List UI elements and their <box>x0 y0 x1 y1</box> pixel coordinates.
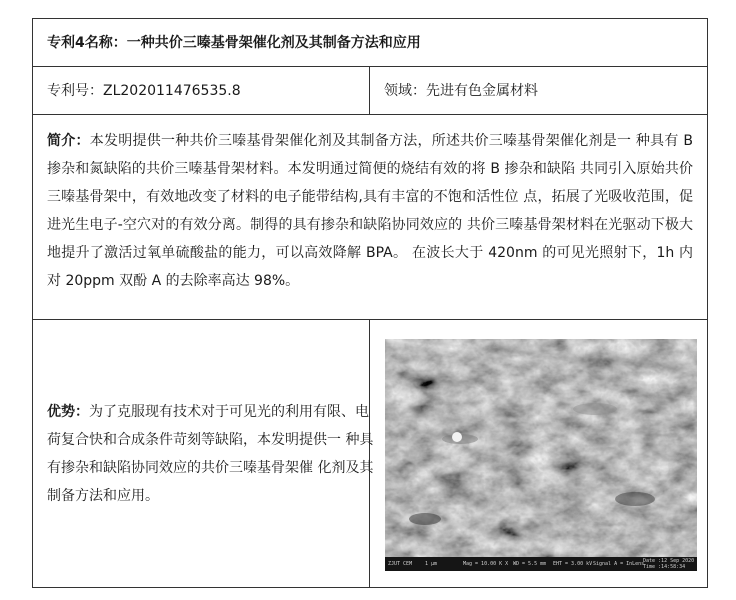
patent-title: 专利4名称：一种共价三嗪基骨架催化剂及其制备方法和应用 <box>47 35 421 51</box>
intro-label: 简介： <box>47 133 90 149</box>
intro-row <box>33 115 707 320</box>
scale-bar-label: 1 μm <box>425 561 438 567</box>
meta-row <box>33 67 707 115</box>
patent-card <box>32 18 708 588</box>
advantage-text: 为了克服现有技术对于可见光的利用有限、电荷复合快和合成条件苛刻等缺陷，本发明提供一 种具有掺杂和缺陷协同效应的共价三嗪基骨架催 化剂及其制备方法和应用。 <box>47 404 374 504</box>
patent-number-cell <box>33 67 370 114</box>
field-label: 领域： <box>384 83 426 99</box>
patent-number-label: 专利号： <box>47 83 103 99</box>
field-cell <box>370 67 707 114</box>
intro-text: 本发明提供一种共价三嗪基骨架催化剂及其制备方法，所述共价三嗪基骨架催化剂是一 种具有 B 掺杂和氮缺陷的共价三嗪基骨架材料。本发明通过简便的烧结有效的将 B 掺杂和缺陷 共同引入原始共价三嗪基骨架中，有效地改变了材料的电子能带结构,具有丰富的不饱和活性位 点，拓展了光吸收范围，促进光生电子-空穴对的有效分离。制得的具有掺杂和缺陷协同效应的 共价三嗪基骨架材料在光驱动下极大地提升了激活过氧单硫酸盐的能力，可以高效降解 BPA。 在波长大于 420nm 的可见光照射下，1h 内对 20ppm 双酚 A 的去除率高达 98%。 <box>47 133 693 289</box>
patent-number: ZL202011476535.8 <box>103 83 241 99</box>
intro-paragraph <box>47 127 693 295</box>
advantage-label: 优势： <box>47 404 89 420</box>
sem-texture <box>385 339 697 557</box>
field-value: 先进有色金属材料 <box>426 83 538 99</box>
bright-particle <box>452 432 462 442</box>
title-row <box>33 19 707 67</box>
advantage-row <box>33 320 707 587</box>
sem-micrograph <box>385 339 697 571</box>
advantage-paragraph <box>47 398 377 510</box>
sem-info-bar: ZJUT CEM 1 μm Mag = 10.00 K X WD = 5.5 mm EHT = 3.00 kV Signal A = InLens Date :12 Sep 2020 Time :14:58:34 <box>385 557 697 571</box>
